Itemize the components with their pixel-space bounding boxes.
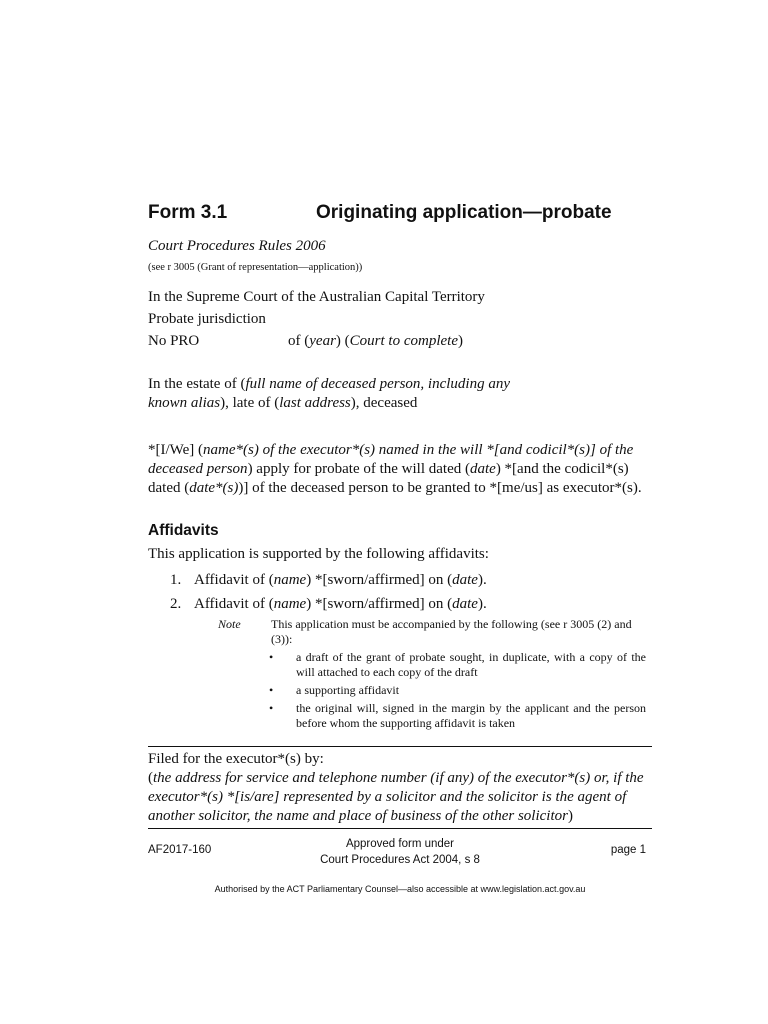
- approved-line-2: Court Procedures Act 2004, s 8: [320, 854, 480, 866]
- approved-line-1: Approved form under: [345, 838, 455, 850]
- app-p2: ) apply for probate of the will dated (: [247, 461, 470, 477]
- app-p1: *[I/We] (: [148, 442, 204, 458]
- item-date-placeholder: date: [452, 596, 478, 612]
- note-bullet-2: a supporting affidavit: [296, 683, 400, 697]
- affidavit-item-1: [170, 572, 181, 589]
- list-number: 2.: [170, 596, 182, 612]
- bullet-icon: •: [269, 683, 274, 697]
- item-mid: ) *[sworn/affirmed] on (: [306, 596, 453, 612]
- item-pre: Affidavit of (: [194, 596, 274, 612]
- filed-close: ): [567, 808, 573, 824]
- estate-paragraph: [148, 375, 538, 413]
- year-line: [288, 333, 463, 350]
- filed-line-1: Filed for the executor*(s) by:: [148, 751, 324, 767]
- no-pro-line: [148, 333, 199, 350]
- item-name-placeholder: name: [273, 596, 307, 612]
- item-end: ).: [477, 596, 487, 612]
- of-text: of (: [288, 333, 310, 349]
- item-date-placeholder: date: [452, 572, 478, 588]
- bullet-icon: •: [269, 701, 274, 715]
- item-mid: ) *[sworn/affirmed] on (: [306, 572, 453, 588]
- note-label: Note: [218, 617, 241, 631]
- court-to-complete: Court to complete: [349, 333, 458, 349]
- approved-form-note: [300, 836, 500, 868]
- estate-deceased-name-placeholder: full name of deceased person, including any known alias: [148, 376, 510, 411]
- app-executor-placeholder: name*(s) of the executor*(s) named in the will *[and codicil*(s)] of the deceased person: [148, 442, 634, 477]
- affidavit-item-2-text: [194, 596, 487, 613]
- court-line-1: In the Supreme Court of the Australian Capital Territory: [148, 289, 485, 305]
- note-bullet-3: the original will, signed in the margin by the applicant and the person before whom the supporting affidavit is taken: [296, 701, 646, 730]
- filed-details: [148, 769, 648, 826]
- filed-open: (: [148, 770, 153, 786]
- authorised-note: Authorised by the ACT Parliamentary Counsel—also accessible at www.legislation.act.gov.au: [214, 884, 586, 894]
- estate-prefix: In the estate of (: [148, 376, 246, 392]
- affidavit-item-2: [170, 596, 181, 613]
- mid-text: ) (: [335, 333, 350, 349]
- application-paragraph: [148, 441, 648, 498]
- divider-bottom: [148, 828, 652, 829]
- affidavit-item-1-text: [194, 572, 487, 589]
- affidavits-intro: This application is supported by the following affidavits:: [148, 546, 489, 562]
- divider-top: [148, 746, 652, 747]
- form-title: Originating application—probate: [316, 202, 612, 223]
- item-pre: Affidavit of (: [194, 572, 274, 588]
- affidavits-heading: Affidavits: [148, 522, 219, 539]
- estate-address-placeholder: last address: [279, 395, 351, 411]
- item-name-placeholder: name: [273, 572, 307, 588]
- no-pro-label: No PRO: [148, 333, 200, 349]
- see-reference: (see r 3005 (Grant of representation—application)): [148, 262, 363, 273]
- page-number: page 1: [610, 844, 646, 856]
- year-placeholder: year: [309, 333, 336, 349]
- bullet-icon: •: [269, 650, 274, 664]
- item-end: ).: [477, 572, 487, 588]
- form-number: Form 3.1: [148, 202, 228, 223]
- court-line-2: Probate jurisdiction: [148, 311, 266, 327]
- rules-name: Court Procedures Rules 2006: [148, 238, 326, 254]
- estate-mid: ), late of (: [220, 395, 280, 411]
- form-code: AF2017-160: [148, 844, 212, 856]
- app-p3: ) *[and the codicil*(s) dated (: [148, 461, 629, 496]
- filed-placeholder: the address for service and telephone number (if any) of the executor*(s) or, if the executor*(s) *[is/are] represented by a solicitor and the solicitor is the agent of another solicitor, the name and place of business of the other solicitor: [148, 770, 644, 824]
- app-codicil-date-placeholder: date*(s): [189, 480, 239, 496]
- note-bullet-1: a draft of the grant of probate sought, in duplicate, with a copy of the will attached to each copy of the draft: [296, 650, 646, 679]
- app-p4: )] of the deceased person to be granted to *[me/us] as executor*(s).: [238, 480, 642, 496]
- note-text: This application must be accompanied by the following (see r 3005 (2) and (3)):: [271, 617, 632, 646]
- estate-suffix: ), deceased: [350, 395, 418, 411]
- app-date-placeholder: date: [469, 461, 496, 477]
- close-text: ): [457, 333, 463, 349]
- list-number: 1.: [170, 572, 182, 588]
